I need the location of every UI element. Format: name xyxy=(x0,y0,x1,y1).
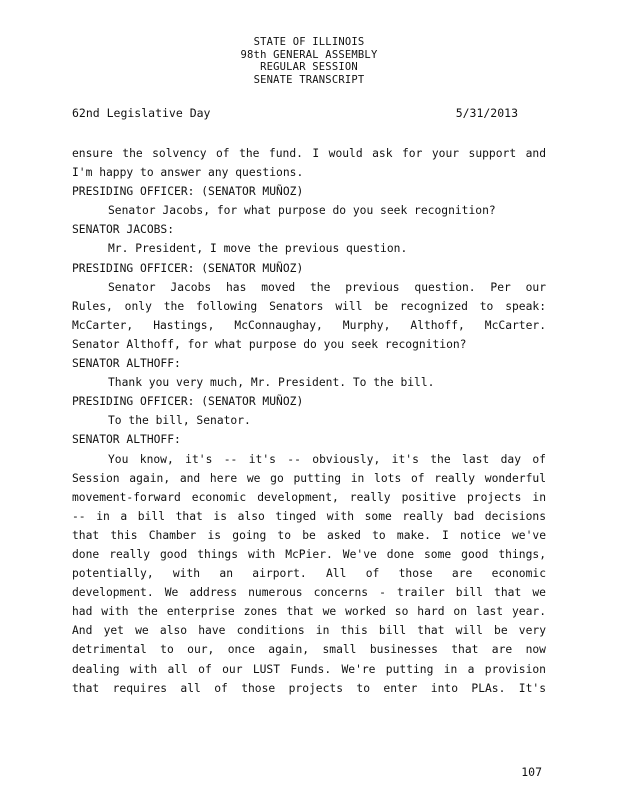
transcript-line: -- in a bill that is also tinged with some really bad decisions xyxy=(72,509,546,523)
transcript-line: Session again, and here we go putting in lots of really wonderful xyxy=(72,471,546,485)
transcript-line: Senator Jacobs has moved the previous question. Per our xyxy=(108,280,546,294)
transcript-line: that this Chamber is going to be asked to make. I notice we've xyxy=(72,528,546,542)
page-number: 107 xyxy=(521,765,542,779)
transcript-line: To the bill, Senator. xyxy=(108,414,251,428)
transcript-line: Senator Jacobs, for what purpose do you seek recognition? xyxy=(108,204,496,218)
transcript-line: that requires all of those projects to enter into PLAs. It's xyxy=(72,681,546,695)
header-transcript: SENATE TRANSCRIPT xyxy=(253,73,365,86)
transcript-line: movement-forward economic development, really positive projects in xyxy=(72,490,546,504)
transcript-body xyxy=(72,144,546,698)
transcript-line: SENATOR ALTHOFF: xyxy=(72,357,181,371)
document-header xyxy=(0,36,618,86)
transcript-line: Senator Althoff, for what purpose do you seek recognition? xyxy=(72,337,467,351)
transcript-line: had with the enterprise zones that we worked so hard on last year. xyxy=(72,605,546,619)
transcript-line: PRESIDING OFFICER: (SENATOR MUÑOZ) xyxy=(72,185,304,199)
legislative-day: 62nd Legislative Day xyxy=(72,106,211,120)
transcript-line: done really good things with McPier. We've done some good things, xyxy=(72,547,546,561)
transcript-line: dealing with all of our LUST Funds. We're putting in a provision xyxy=(72,662,546,676)
transcript-line: ensure the solvency of the fund. I would ask for your support and xyxy=(72,147,546,160)
transcript-line: Thank you very much, Mr. President. To the bill. xyxy=(108,376,435,390)
header-state: STATE OF ILLINOIS xyxy=(253,36,365,48)
transcript-line: development. We address numerous concerns - trailer bill that we xyxy=(72,586,546,600)
legislative-day-line xyxy=(72,106,546,120)
transcript-line: PRESIDING OFFICER: (SENATOR MUÑOZ) xyxy=(72,261,304,275)
transcript-line: I'm happy to answer any questions. xyxy=(72,166,304,180)
transcript-date: 5/31/2013 xyxy=(455,106,518,120)
transcript-line: PRESIDING OFFICER: (SENATOR MUÑOZ) xyxy=(72,395,304,409)
header-assembly: 98th GENERAL ASSEMBLY xyxy=(240,48,378,61)
transcript-line: detrimental to our, once again, small businesses that are now xyxy=(72,643,546,657)
transcript-line: And yet we also have conditions in this bill that will be very xyxy=(72,624,546,638)
transcript-line: You know, it's -- it's -- obviously, it's the last day of xyxy=(108,452,546,466)
transcript-line: Rules, only the following Senators will be recognized to speak: xyxy=(72,299,546,313)
transcript-line: SENATOR JACOBS: xyxy=(72,223,175,237)
transcript-line: Mr. President, I move the previous question. xyxy=(108,242,408,256)
transcript-line: potentially, with an airport. All of those are economic xyxy=(72,567,546,581)
transcript-line: McCarter, Hastings, McConnaughay, Murphy, Althoff, McCarter. xyxy=(72,318,546,332)
header-session: REGULAR SESSION xyxy=(260,61,358,73)
transcript-line: SENATOR ALTHOFF: xyxy=(72,433,181,447)
